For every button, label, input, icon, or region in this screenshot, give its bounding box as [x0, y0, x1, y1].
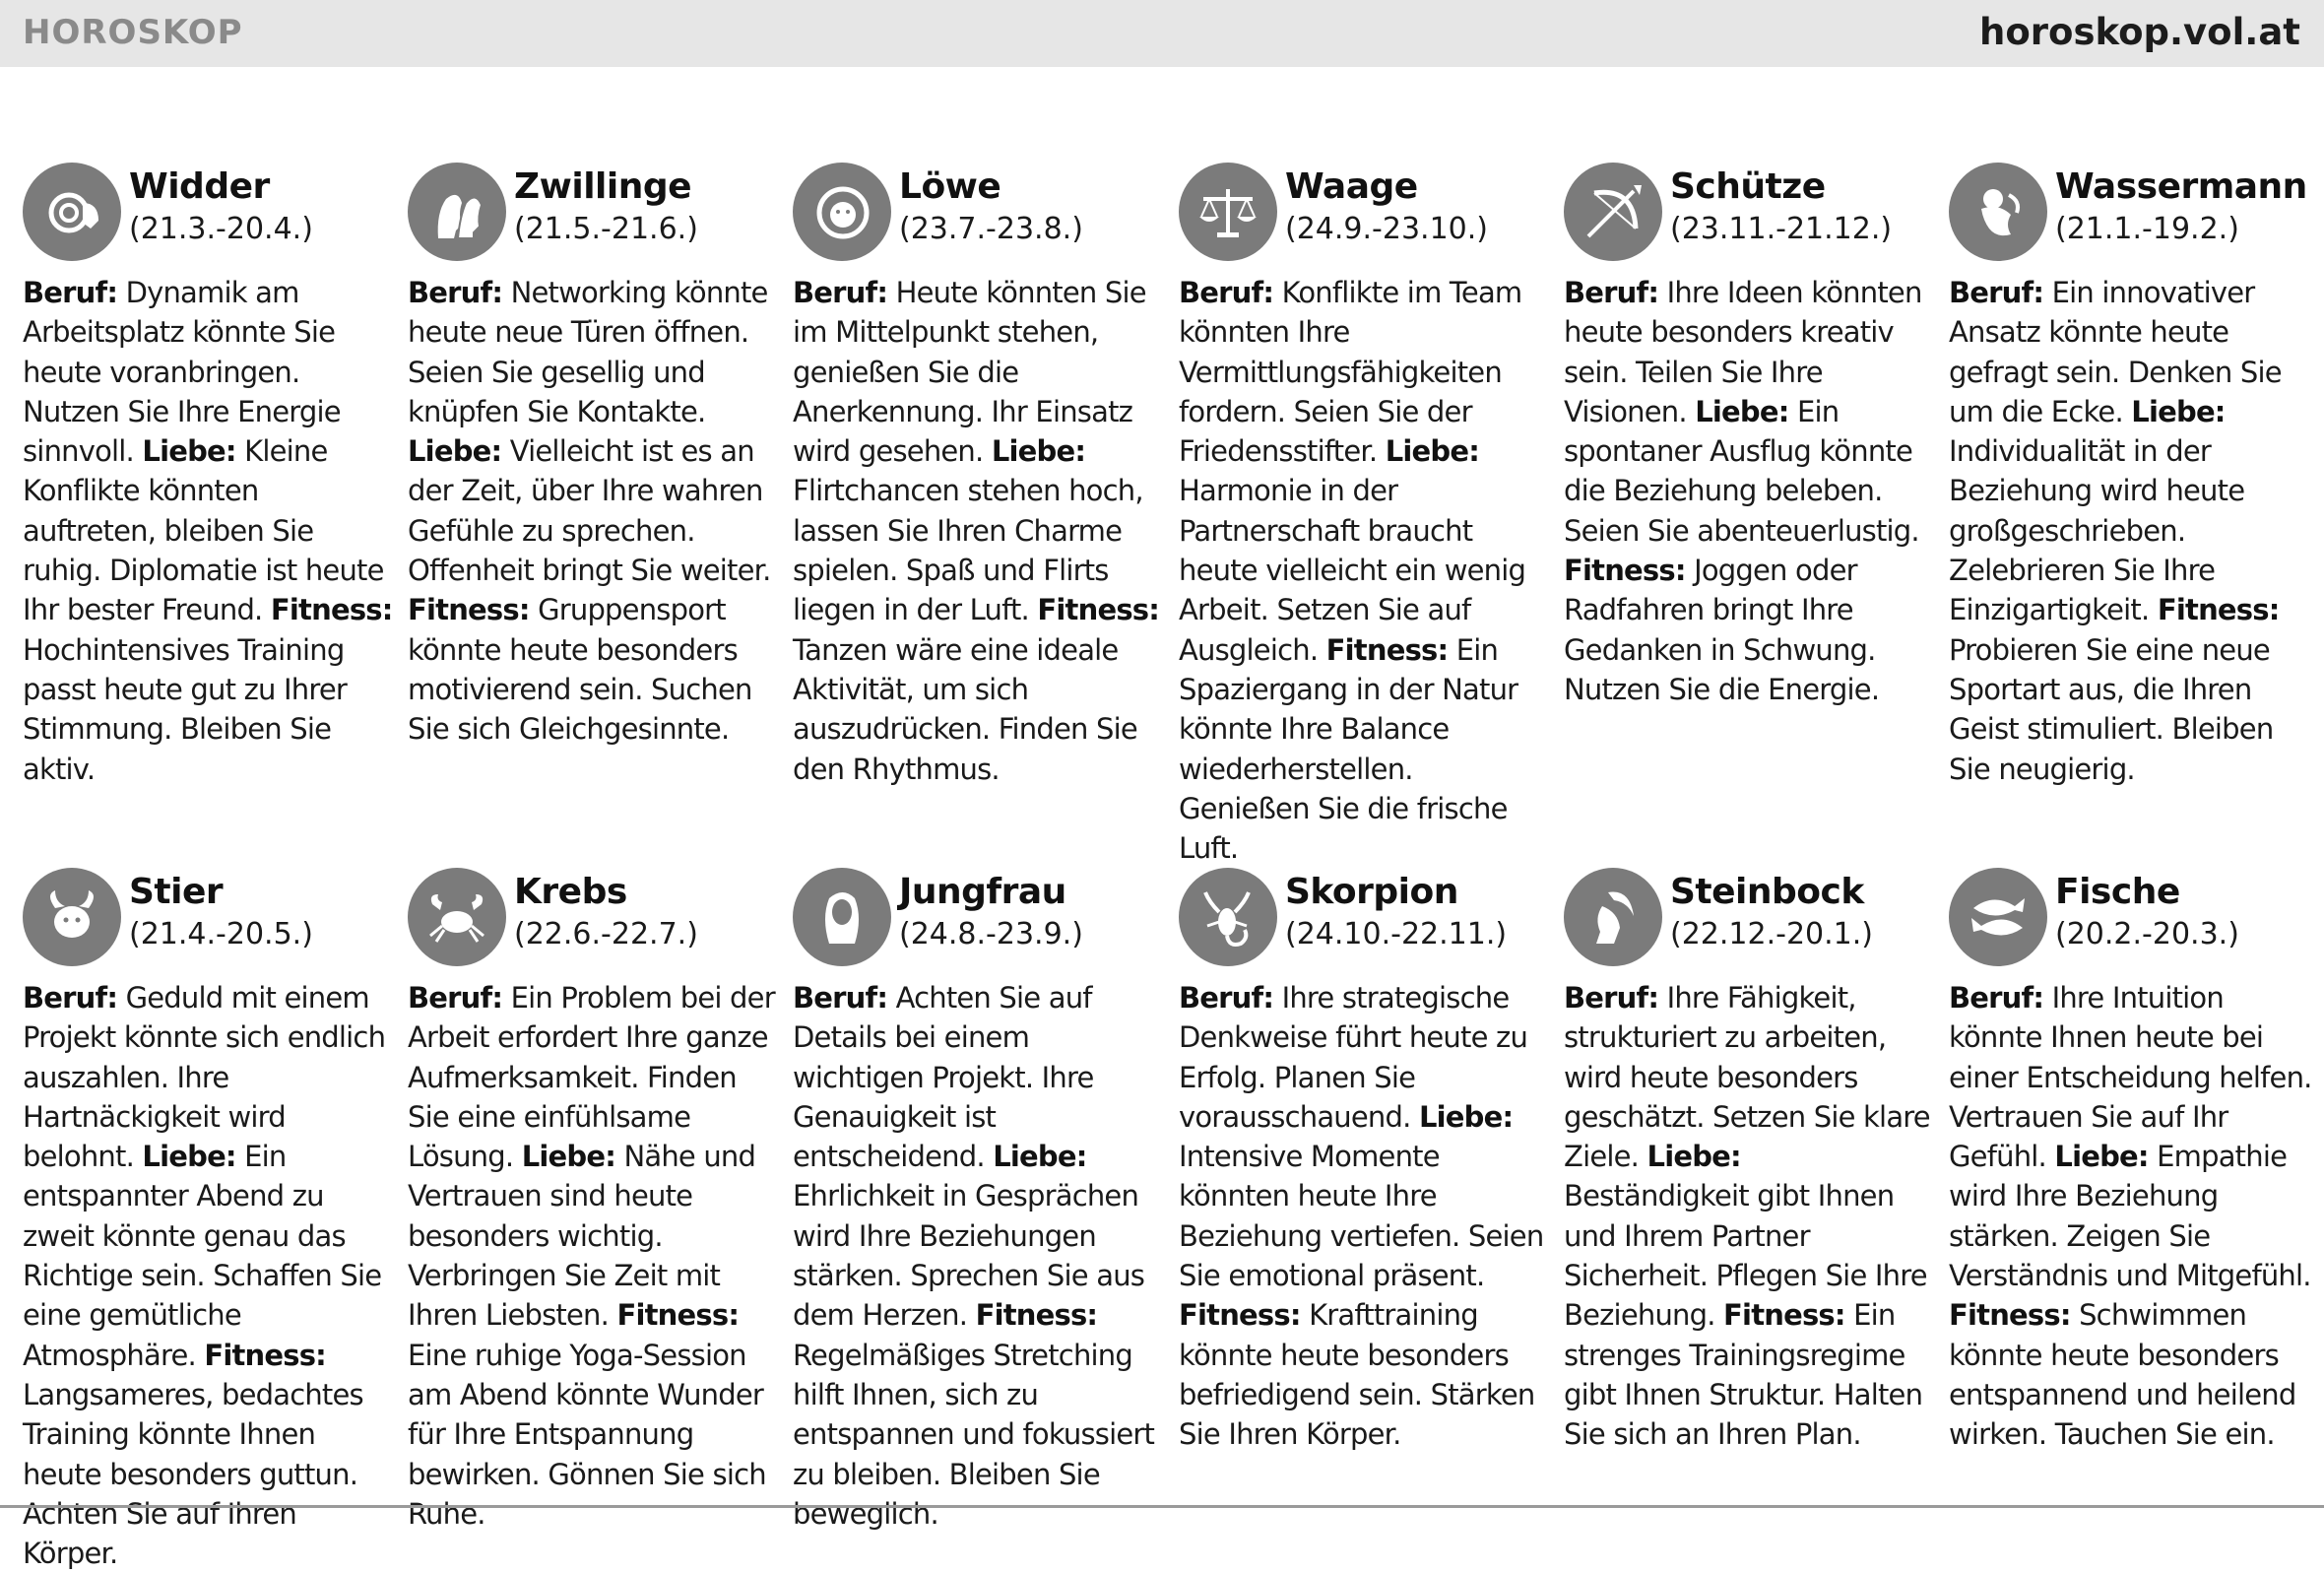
- fitness-text: Krafttraining könnte heute besonders befriedigend sein. Stärken Sie Ihren Körper.: [1179, 1298, 1534, 1451]
- fitness-label: Fitness:: [1326, 633, 1449, 667]
- sign-text: [793, 273, 1163, 789]
- sign-dates: (23.7.-23.8.): [899, 212, 1083, 246]
- header-bar: [0, 0, 2324, 67]
- liebe-label: Liebe:: [2131, 395, 2225, 428]
- sign-text: [1949, 273, 2319, 789]
- beruf-text: Geduld mit einem Projekt könnte sich endlich auszahlen. Ihre Hartnäckigkeit wird belohnt.: [23, 981, 385, 1173]
- sign-header: [408, 163, 778, 273]
- sign-card-5: [1949, 163, 2319, 789]
- fitness-label: Fitness:: [204, 1339, 326, 1372]
- sign-text: [23, 978, 393, 1573]
- sign-text: [1179, 978, 1549, 1455]
- beruf-label: Beruf:: [1179, 276, 1273, 309]
- crab-icon-glyph: [419, 879, 495, 955]
- sign-name: Widder: [129, 166, 270, 207]
- fitness-text: Joggen oder Radfahren bringt Ihre Gedanken in Schwung. Nutzen Sie die Energie.: [1564, 554, 1879, 706]
- sign-dates: (23.11.-21.12.): [1670, 212, 1892, 246]
- bull-icon-glyph: [33, 879, 110, 955]
- sign-dates: (20.2.-20.3.): [2055, 917, 2239, 951]
- fitness-label: Fitness:: [1949, 1298, 2071, 1332]
- liebe-label: Liebe:: [2054, 1140, 2148, 1173]
- beruf-label: Beruf:: [1179, 981, 1273, 1015]
- beruf-label: Beruf:: [1949, 981, 2043, 1015]
- water-bearer-icon-glyph: [1960, 173, 2036, 250]
- sign-dates: (21.5.-21.6.): [514, 212, 698, 246]
- sign-text: [1179, 273, 1549, 868]
- sign-card-3: [1179, 163, 1549, 868]
- sign-name: Krebs: [514, 872, 627, 912]
- fitness-text: Regelmäßiges Stretching hilft Ihnen, sich zu entspannen und fokussiert zu bleiben. Bleiben Sie beweglich.: [793, 1339, 1154, 1531]
- beruf-label: Beruf:: [23, 981, 117, 1015]
- sign-header: [408, 868, 778, 978]
- beruf-label: Beruf:: [23, 276, 117, 309]
- virgin-icon-glyph: [804, 879, 880, 955]
- beruf-text: Dynamik am Arbeitsplatz könnte Sie heute voranbringen. Nutzen Sie Ihre Energie sinnvoll.: [23, 276, 341, 468]
- liebe-label: Liebe:: [1386, 434, 1479, 468]
- sign-name: Löwe: [899, 166, 1001, 207]
- bow-arrow-icon: [1564, 163, 1662, 261]
- sign-dates: (21.3.-20.4.): [129, 212, 313, 246]
- sign-text: [793, 978, 1163, 1534]
- fitness-label: Fitness:: [408, 593, 530, 626]
- sign-card-10: [1564, 868, 1934, 1455]
- fitness-label: Fitness:: [1037, 593, 1159, 626]
- sign-dates: (21.4.-20.5.): [129, 917, 313, 951]
- fitness-label: Fitness:: [1723, 1298, 1845, 1332]
- fitness-text: Tanzen wäre eine ideale Aktivität, um sich auszudrücken. Finden Sie den Rhythmus.: [793, 633, 1137, 786]
- fitness-text: Schwimmen könnte heute besonders entspannend und heilend wirken. Tauchen Sie ein.: [1949, 1298, 2295, 1451]
- fitness-text: Probieren Sie eine neue Sportart aus, die Ihren Geist stimuliert. Bleiben Sie neugierig.: [1949, 633, 2273, 786]
- sign-text: [1564, 978, 1934, 1455]
- sign-dates: (22.12.-20.1.): [1670, 917, 1873, 951]
- sign-name: Stier: [129, 872, 223, 912]
- fitness-text: Hochintensives Training passt heute gut zu Ihrer Stimmung. Bleiben Sie aktiv.: [23, 633, 347, 786]
- sign-text: [408, 978, 778, 1534]
- virgin-icon: [793, 868, 891, 966]
- liebe-text: Vielleicht ist es an der Zeit, über Ihre wahren Gefühle zu sprechen. Offenheit bringt Sie weiter.: [408, 434, 771, 587]
- liebe-text: Ehrlichkeit in Gesprächen wird Ihre Beziehungen stärken. Sprechen Sie aus dem Herzen.: [793, 1179, 1144, 1332]
- liebe-label: Liebe:: [408, 434, 501, 468]
- fitness-text: Eine ruhige Yoga-Session am Abend könnte Wunder für Ihre Entspannung bewirken. Gönnen Sie sich Ruhe.: [408, 1339, 766, 1531]
- liebe-text: Harmonie in der Partnerschaft braucht heute vielleicht ein wenig Arbeit. Setzen Sie auf Ausgleich.: [1179, 474, 1525, 666]
- liebe-label: Liebe:: [1419, 1100, 1513, 1134]
- sign-header: [23, 163, 393, 273]
- beruf-text: Networking könnte heute neue Türen öffnen. Seien Sie gesellig und knüpfen Sie Kontakte.: [408, 276, 768, 428]
- sign-card-8: [793, 868, 1163, 1534]
- liebe-text: Beständigkeit gibt Ihnen und Ihrem Partner Sicherheit. Pflegen Sie Ihre Beziehung.: [1564, 1179, 1927, 1332]
- sign-header: [1179, 163, 1549, 273]
- beruf-text: Ein innovativer Ansatz könnte heute gefragt sein. Denken Sie um die Ecke.: [1949, 276, 2282, 428]
- lion-icon-glyph: [804, 173, 880, 250]
- scales-icon-glyph: [1190, 173, 1266, 250]
- fitness-text: Langsameres, bedachtes Training könnte Ihnen heute besonders guttun. Achten Sie auf Ihren Körper.: [23, 1378, 363, 1570]
- sign-header: [23, 868, 393, 978]
- section-title: HOROSKOP: [23, 13, 243, 52]
- crab-icon: [408, 868, 506, 966]
- sign-header: [1179, 868, 1549, 978]
- beruf-text: Ihre Fähigkeit, strukturiert zu arbeiten, wird heute besonders geschätzt. Setzen Sie klare Ziele.: [1564, 981, 1930, 1173]
- source-url[interactable]: horoskop.vol.at: [1979, 11, 2300, 53]
- sign-dates: (24.9.-23.10.): [1285, 212, 1488, 246]
- sign-card-4: [1564, 163, 1934, 709]
- twins-icon-glyph: [419, 173, 495, 250]
- bull-icon: [23, 868, 121, 966]
- bow-arrow-icon-glyph: [1575, 173, 1651, 250]
- liebe-text: Empathie wird Ihre Beziehung stärken. Zeigen Sie Verständnis und Mitgefühl.: [1949, 1140, 2311, 1292]
- sign-header: [793, 868, 1163, 978]
- sign-dates: (22.6.-22.7.): [514, 917, 698, 951]
- sign-header: [793, 163, 1163, 273]
- liebe-text: Ein spontaner Ausflug könnte die Beziehung beleben. Seien Sie abenteuerlustig.: [1564, 395, 1919, 548]
- sign-name: Waage: [1285, 166, 1418, 207]
- fitness-label: Fitness:: [1564, 554, 1686, 587]
- sign-text: [1564, 273, 1934, 709]
- lion-icon: [793, 163, 891, 261]
- liebe-label: Liebe:: [1647, 1140, 1741, 1173]
- sign-card-6: [23, 868, 393, 1573]
- liebe-label: Liebe:: [142, 1140, 235, 1173]
- liebe-text: Nähe und Vertrauen sind heute besonders wichtig. Verbringen Sie Zeit mit Ihren Liebsten.: [408, 1140, 755, 1332]
- sign-card-11: [1949, 868, 2319, 1455]
- fitness-label: Fitness:: [271, 593, 393, 626]
- liebe-label: Liebe:: [993, 1140, 1086, 1173]
- sign-card-0: [23, 163, 393, 789]
- beruf-text: Ihre strategische Denkweise führt heute zu Erfolg. Planen Sie vorausschauend.: [1179, 981, 1527, 1134]
- sign-card-7: [408, 868, 778, 1534]
- sign-header: [1949, 163, 2319, 273]
- sign-text: [408, 273, 778, 750]
- scorpion-icon-glyph: [1190, 879, 1266, 955]
- horoscope-grid: [0, 67, 2324, 1508]
- sign-name: Jungfrau: [899, 872, 1066, 912]
- sign-card-1: [408, 163, 778, 750]
- beruf-text: Ihre Intuition könnte Ihnen heute bei einer Entscheidung helfen. Vertrauen Sie auf Ihr Gefühl.: [1949, 981, 2312, 1173]
- liebe-text: Kleine Konflikte könnten auftreten, bleiben Sie ruhig. Diplomatie ist heute Ihr bester Freund.: [23, 434, 384, 626]
- sign-card-9: [1179, 868, 1549, 1455]
- liebe-text: Intensive Momente könnten heute Ihre Beziehung vertiefen. Seien Sie emotional präsent.: [1179, 1140, 1543, 1292]
- sign-dates: (24.10.-22.11.): [1285, 917, 1507, 951]
- fitness-label: Fitness:: [976, 1298, 1098, 1332]
- beruf-label: Beruf:: [1949, 276, 2043, 309]
- sign-name: Steinbock: [1670, 872, 1864, 912]
- sign-header: [1564, 868, 1934, 978]
- sign-name: Wassermann: [2055, 166, 2307, 207]
- liebe-text: Ein entspannter Abend zu zweit könnte genau das Richtige sein. Schaffen Sie eine gemütliche Atmosphäre.: [23, 1140, 381, 1371]
- sign-card-2: [793, 163, 1163, 789]
- beruf-text: Ihre Ideen könnten heute besonders kreativ sein. Teilen Sie Ihre Visionen.: [1564, 276, 1922, 428]
- fitness-text: Ein strenges Trainingsregime gibt Ihnen Struktur. Halten Sie sich an Ihren Plan.: [1564, 1298, 1922, 1451]
- sign-name: Schütze: [1670, 166, 1826, 207]
- fitness-label: Fitness:: [1179, 1298, 1301, 1332]
- beruf-label: Beruf:: [408, 276, 502, 309]
- sign-name: Skorpion: [1285, 872, 1458, 912]
- water-bearer-icon: [1949, 163, 2047, 261]
- twins-icon: [408, 163, 506, 261]
- beruf-label: Beruf:: [793, 981, 887, 1015]
- liebe-label: Liebe:: [1695, 395, 1788, 428]
- ibex-icon: [1564, 868, 1662, 966]
- fitness-label: Fitness:: [616, 1298, 739, 1332]
- beruf-label: Beruf:: [1564, 276, 1658, 309]
- sign-header: [1949, 868, 2319, 978]
- beruf-text: Ein Problem bei der Arbeit erfordert Ihre ganze Aufmerksamkeit. Finden Sie eine einfühlsame Lösung.: [408, 981, 775, 1173]
- fish-icon: [1949, 868, 2047, 966]
- liebe-label: Liebe:: [142, 434, 235, 468]
- sign-name: Zwillinge: [514, 166, 691, 207]
- beruf-label: Beruf:: [1564, 981, 1658, 1015]
- beruf-text: Heute könnten Sie im Mittelpunkt stehen, genießen Sie die Anerkennung. Ihr Einsatz wird gesehen.: [793, 276, 1146, 468]
- liebe-label: Liebe:: [992, 434, 1085, 468]
- liebe-text: Individualität in der Beziehung wird heute großgeschrieben. Zelebrieren Sie Ihre Einzigartigkeit.: [1949, 434, 2244, 626]
- ram-icon: [23, 163, 121, 261]
- ram-icon-glyph: [33, 173, 110, 250]
- sign-header: [1564, 163, 1934, 273]
- beruf-label: Beruf:: [408, 981, 502, 1015]
- beruf-text: Konflikte im Team könnten Ihre Vermittlungsfähigkeiten fordern. Seien Sie der Friedensstifter.: [1179, 276, 1521, 468]
- beruf-label: Beruf:: [793, 276, 887, 309]
- liebe-label: Liebe:: [522, 1140, 615, 1173]
- sign-dates: (24.8.-23.9.): [899, 917, 1083, 951]
- scorpion-icon: [1179, 868, 1277, 966]
- fitness-text: Ein Spaziergang in der Natur könnte Ihre Balance wiederherstellen. Genießen Sie die frische Luft.: [1179, 633, 1517, 865]
- fitness-label: Fitness:: [2158, 593, 2280, 626]
- ibex-icon-glyph: [1575, 879, 1651, 955]
- sign-text: [1949, 978, 2319, 1455]
- sign-name: Fische: [2055, 872, 2180, 912]
- scales-icon: [1179, 163, 1277, 261]
- sign-text: [23, 273, 393, 789]
- beruf-text: Achten Sie auf Details bei einem wichtigen Projekt. Ihre Genauigkeit ist entscheidend.: [793, 981, 1094, 1173]
- fitness-text: Gruppensport könnte heute besonders motivierend sein. Suchen Sie sich Gleichgesinnte.: [408, 593, 752, 746]
- liebe-text: Flirtchancen stehen hoch, lassen Sie Ihren Charme spielen. Spaß und Flirts liegen in der Luft.: [793, 474, 1143, 626]
- fish-icon-glyph: [1960, 879, 2036, 955]
- sign-dates: (21.1.-19.2.): [2055, 212, 2239, 246]
